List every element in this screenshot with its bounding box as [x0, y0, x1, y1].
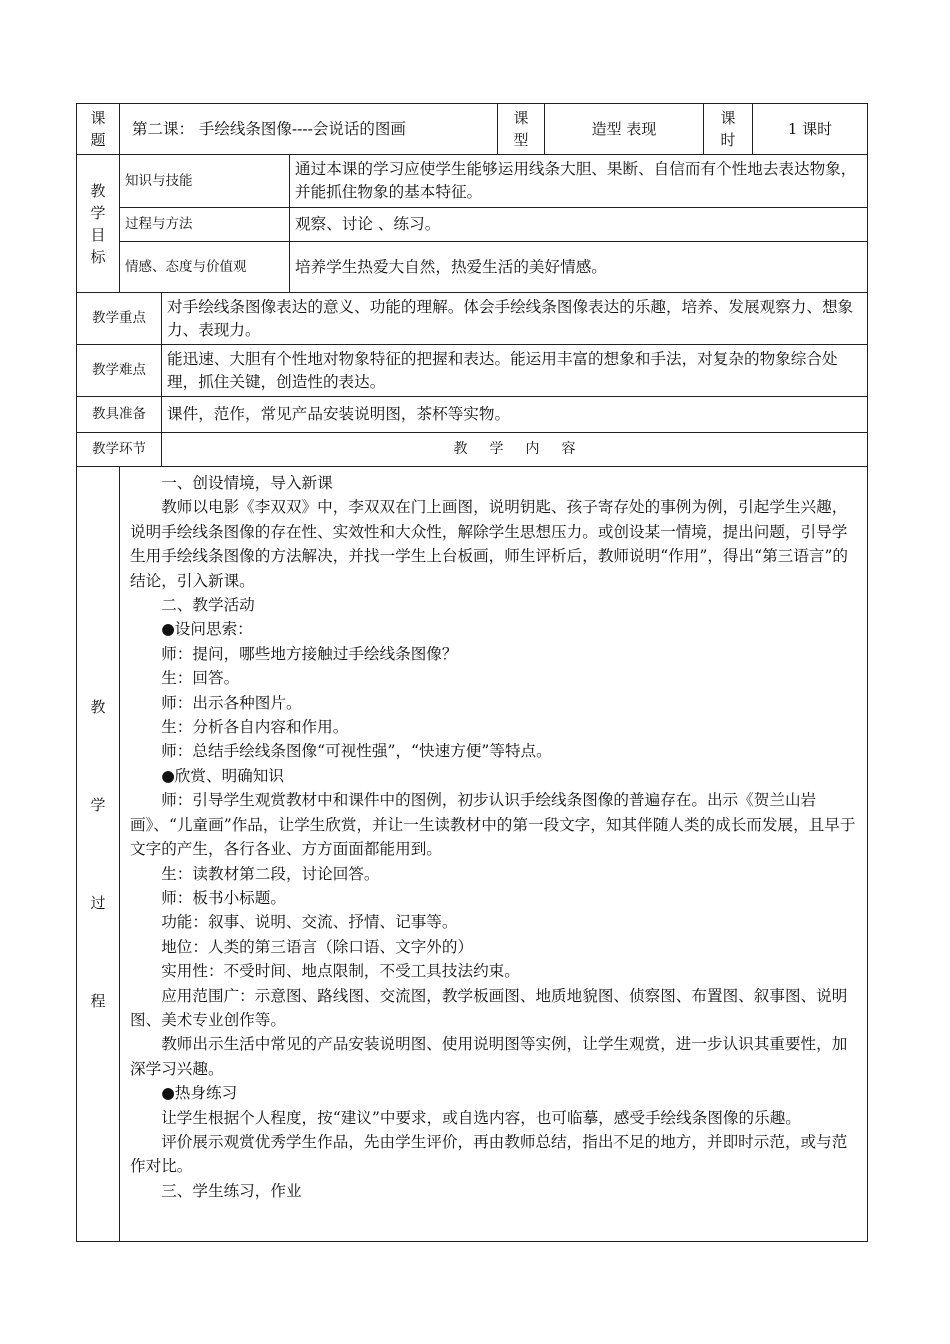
- process-paragraph: 师：引导学生观赏教材中和课件中的图例，初步认识手绘线条图像的普遍存在。出示《贺兰山岩画》、“儿童画”作品，让学生欣赏，并让一生读教材中的第一段文字，知其伴随人类的成长而发展，且早于文字的产生，各行各业、方方面面都能用到。: [130, 791, 856, 859]
- process-paragraph: 实用性：不受时间、地点限制，不受工具技法约束。: [161, 962, 520, 981]
- difficulties-row: [77, 345, 868, 397]
- process-paragraph: 二、教学活动: [161, 596, 255, 615]
- process-paragraph: 生：读教材第二段，讨论回答。: [161, 864, 380, 883]
- goal-row-emotion: [77, 242, 868, 293]
- materials-text: 课件，范作，常见产品安装说明图，茶杯等实物。: [162, 397, 868, 433]
- goal-name: 知识与技能: [120, 155, 290, 208]
- segments-row: [77, 433, 868, 467]
- hours-value: 1 课时: [753, 104, 868, 155]
- goal-name: 情感、态度与价值观: [120, 242, 290, 293]
- goal-text: 通过本课的学习应使学生能够运用线条大胆、果断、自信而有个性地去表达物象，并能抓住物象的基本特征。: [290, 155, 868, 208]
- type-value: 造型 表现: [545, 104, 704, 155]
- key-points-row: [77, 293, 868, 345]
- process-paragraph: 地位：人类的第三语言（除口语、文字外的）: [161, 937, 474, 956]
- goal-name: 过程与方法: [120, 208, 290, 242]
- goal-row-process: [77, 208, 868, 242]
- difficulties-text: 能迅速、大胆有个性地对物象特征的把握和表达。能运用丰富的想象和手法，对复杂的物象综合处理，抓住关键，创造性的表达。: [162, 345, 868, 397]
- process-row: [77, 467, 868, 1242]
- process-paragraph: 师：提问，哪些地方接触过手绘线条图像？: [161, 644, 458, 663]
- process-paragraph: 师：总结手绘线条图像“可视性强”，“快速方便”等特点。: [161, 742, 552, 761]
- goal-text: 观察、讨论 、练习。: [290, 208, 868, 242]
- process-paragraph: 让学生根据个人程度，按“建议”中要求，或自选内容，也可临摹，感受手绘线条图像的乐趣。: [161, 1108, 801, 1127]
- content-header: 教 学 内 容: [162, 433, 868, 467]
- process-paragraph: 应用范围广：示意图、路线图、交流图，教学板画图、地质地貌图、侦察图、布置图、叙事图、说明图、美术专业创作等。: [130, 986, 848, 1029]
- process-paragraph: 生：回答。: [161, 669, 240, 688]
- process-paragraph: 师：板书小标题。: [161, 888, 286, 907]
- key-points-text: 对手绘线条图像表达的意义、功能的理解。体会手绘线条图像表达的乐趣，培养、发展观察力、想象力、表现力。: [162, 293, 868, 345]
- goals-label: 教 学 目 标: [77, 155, 120, 293]
- process-paragraph: ●设问思索：: [161, 620, 253, 639]
- process-paragraph: 评价展示观赏优秀学生作品，先由学生评价，再由教师总结，指出不足的地方，并即时示范，或与范作对比。: [130, 1132, 848, 1176]
- process-paragraph: ●热身练习: [161, 1084, 238, 1103]
- lesson-title: 第二课： 手绘线条图像----会说话的图画: [120, 104, 498, 155]
- header-row: [77, 104, 868, 155]
- materials-label: 教具准备: [77, 397, 162, 433]
- type-label: 课 型: [498, 104, 545, 155]
- process-paragraph: 一、创设情境，导入新课: [161, 474, 333, 492]
- process-paragraph: 生：分析各自内容和作用。: [161, 718, 349, 737]
- key-points-label: 教学重点: [77, 293, 162, 345]
- process-paragraph: 教师以电影《李双双》中，李双双在门上画图，说明钥匙、孩子寄存处的事例为例，引起学生兴趣，说明手绘线条图像的存在性、实效性和大众性，解除学生思想压力。或创设某一情境，提出问题，引导学生用手绘线条图像的方法解决，并找一学生上台板画，师生评析后，教师说明“作用”，得出“第三语言”的结论，引入新课。: [130, 498, 849, 590]
- hours-label: 课 时: [704, 104, 753, 155]
- lesson-plan-table: [76, 103, 868, 1242]
- difficulties-label: 教学难点: [77, 345, 162, 397]
- goal-text: 培养学生热爱大自然，热爱生活的美好情感。: [290, 242, 868, 293]
- goal-row-knowledge: [77, 155, 868, 208]
- process-label: 教 学 过 程: [77, 467, 120, 1242]
- topic-label: 课 题: [77, 104, 120, 155]
- segments-label: 教学环节: [77, 433, 162, 467]
- process-paragraph: 三、学生练习，作业: [161, 1181, 302, 1200]
- process-paragraph: 功能：叙事、说明、交流、抒情、记事等。: [161, 913, 458, 932]
- process-content: [120, 467, 868, 1242]
- materials-row: [77, 397, 868, 433]
- process-paragraph: 师：出示各种图片。: [161, 693, 302, 712]
- process-paragraph: 教师出示生活中常见的产品安装说明图、使用说明图等实例，让学生观赏，进一步认识其重要性，加深学习兴趣。: [130, 1035, 848, 1078]
- process-paragraph: ●欣赏、明确知识: [161, 766, 284, 785]
